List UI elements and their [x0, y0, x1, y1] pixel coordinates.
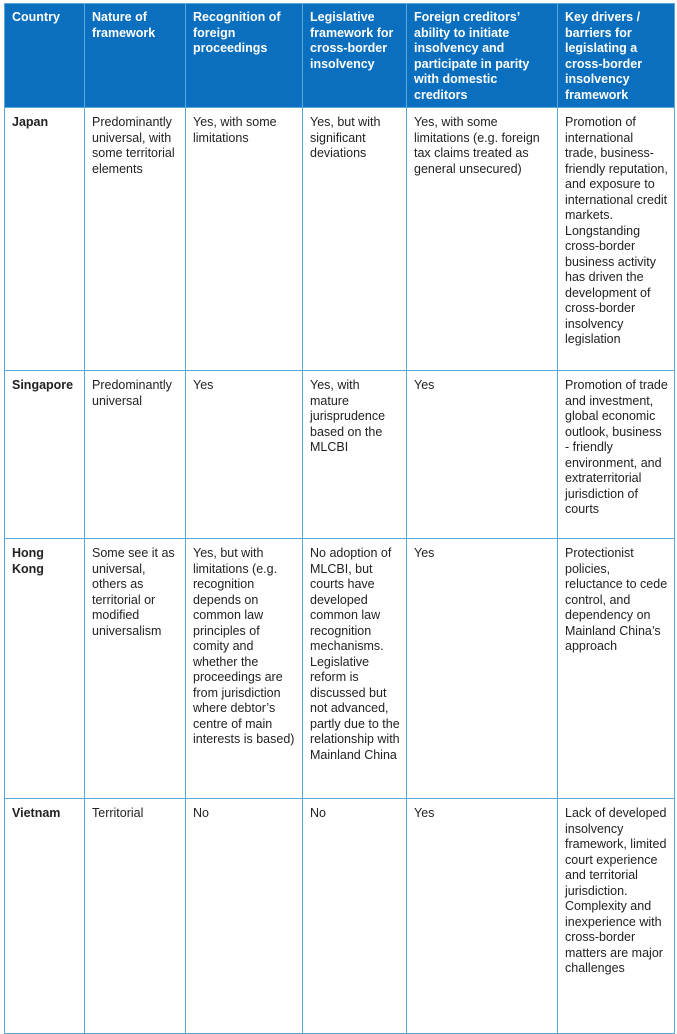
recognition-cell: Yes [186, 371, 303, 539]
nature-cell: Predominantly universal [85, 371, 186, 539]
drivers-cell: Promotion of international trade, business-friendly reputation, and exposure to international credit markets. Longstanding cross-border business activity has driven the development of cross-border insolvency legislation [558, 108, 675, 371]
header-foreign-creditors: Foreign creditors’ ability to initiate insolvency and participate in parity with domestic creditors [407, 4, 558, 108]
nature-cell: Some see it as universal, others as territorial or modified universalism [85, 539, 186, 799]
creditors-cell: Yes [407, 799, 558, 1034]
drivers-cell: Lack of developed insolvency framework, limited court experience and territorial jurisdiction. Complexity and inexperience with cross-border matters are major challenges [558, 799, 675, 1034]
header-legislative-framework: Legislative framework for cross-border insolvency [303, 4, 407, 108]
recognition-cell: Yes, but with limitations (e.g. recognition depends on common law principles of comity and whether the proceedings are from jurisdiction where debtor’s centre of main interests is based) [186, 539, 303, 799]
header-nature-of-framework: Nature of framework [85, 4, 186, 108]
table-row [5, 371, 675, 539]
country-cell: Vietnam [5, 799, 85, 1034]
nature-cell: Predominantly universal, with some territorial elements [85, 108, 186, 371]
creditors-cell: Yes [407, 371, 558, 539]
country-cell: Singapore [5, 371, 85, 539]
country-cell: Japan [5, 108, 85, 371]
comparison-table [4, 3, 675, 1034]
table-row [5, 108, 675, 371]
recognition-cell: No [186, 799, 303, 1034]
country-cell: Hong Kong [5, 539, 85, 799]
table-row [5, 799, 675, 1034]
creditors-cell: Yes, with some limitations (e.g. foreign tax claims treated as general unsecured) [407, 108, 558, 371]
table-header-row [5, 4, 675, 108]
recognition-cell: Yes, with some limitations [186, 108, 303, 371]
drivers-cell: Promotion of trade and investment, global economic outlook, business - friendly environment, and extraterritorial jurisdiction of courts [558, 371, 675, 539]
table-row [5, 539, 675, 799]
header-country: Country [5, 4, 85, 108]
legislative-cell: No [303, 799, 407, 1034]
header-key-drivers: Key drivers / barriers for legislating a cross-border insolvency framework [558, 4, 675, 108]
drivers-cell: Protectionist policies, reluctance to cede control, and dependency on Mainland China’s approach [558, 539, 675, 799]
legislative-cell: Yes, with mature jurisprudence based on the MLCBI [303, 371, 407, 539]
legislative-cell: No adoption of MLCBI, but courts have developed common law recognition mechanisms. Legislative reform is discussed but not advanced, partly due to the relationship with Mainland China [303, 539, 407, 799]
nature-cell: Territorial [85, 799, 186, 1034]
creditors-cell: Yes [407, 539, 558, 799]
legislative-cell: Yes, but with significant deviations [303, 108, 407, 371]
header-recognition: Recognition of foreign proceedings [186, 4, 303, 108]
